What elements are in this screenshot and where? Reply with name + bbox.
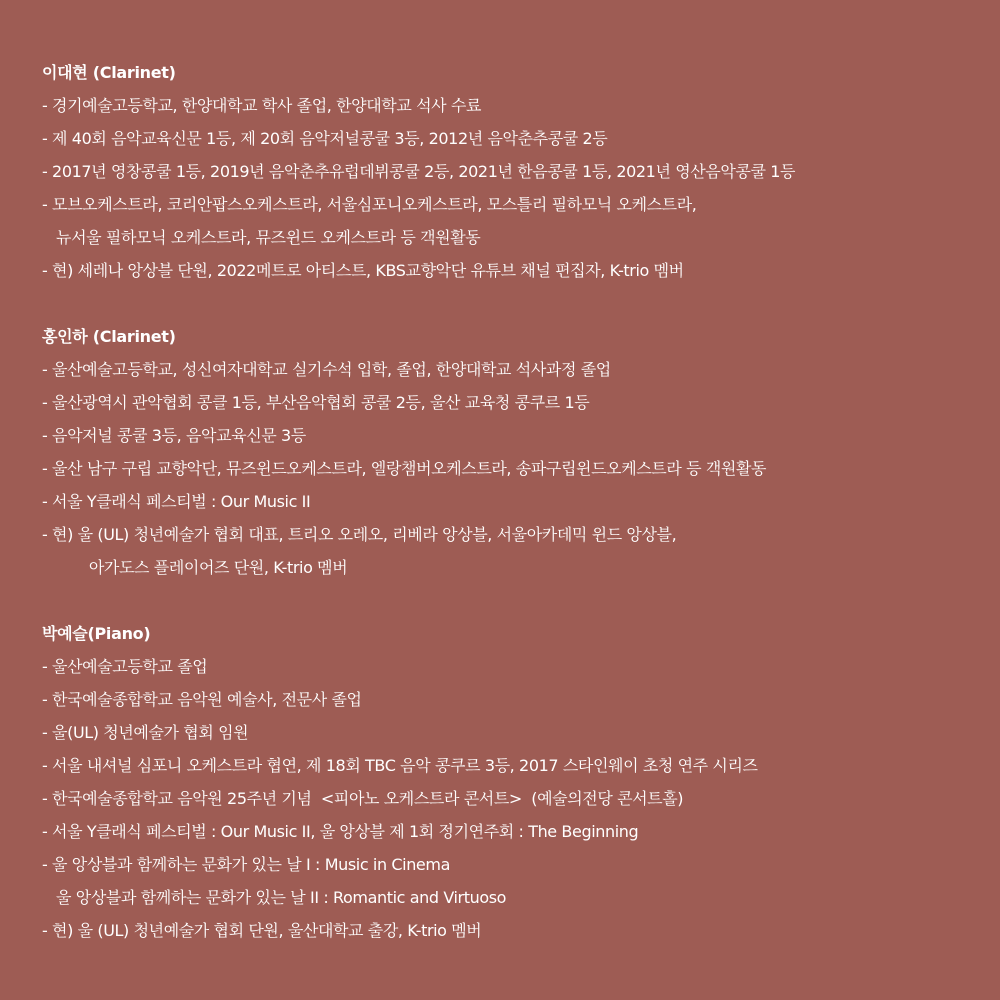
profile-line: - 울 앙상블과 함께하는 문화가 있는 날 I : Music in Cinema — [42, 855, 450, 874]
profile-line: - 서울 Y클래식 페스티벌 : Our Music II — [42, 492, 311, 511]
profile-line: 뉴서울 필하모닉 오케스트라, 뮤즈윈드 오케스트라 등 객원활동 — [42, 228, 481, 247]
profile-line: 아가도스 플레이어즈 단원, K-trio 멤버 — [42, 558, 348, 577]
profile-line: - 음악저널 콩쿨 3등, 음악교육신문 3등 — [42, 426, 306, 445]
profile-name: 홍인하 (Clarinet) — [42, 327, 176, 346]
profile-name: 이대현 (Clarinet) — [42, 63, 176, 82]
profile-line: - 울산예술고등학교, 성신여자대학교 실기수석 입학, 졸업, 한양대학교 석사과정 졸업 — [42, 360, 611, 379]
profile-line: - 현) 울 (UL) 청년예술가 협회 단원, 울산대학교 출강, K-trio 멤버 — [42, 921, 482, 940]
profile-line: - 2017년 영창콩쿨 1등, 2019년 음악춘추유럽데뷔콩쿨 2등, 2021년 한음콩쿨 1등, 2021년 영산음악콩쿨 1등 — [42, 162, 796, 181]
profile-line: - 울(UL) 청년예술가 협회 임원 — [42, 723, 249, 742]
profile-line: - 경기예술고등학교, 한양대학교 학사 졸업, 한양대학교 석사 수료 — [42, 96, 482, 115]
profile-name: 박예슬(Piano) — [42, 624, 151, 643]
profile-line: - 울산 남구 구립 교향악단, 뮤즈윈드오케스트라, 엘랑챔버오케스트라, 송파구립윈드오케스트라 등 객원활동 — [42, 459, 767, 478]
profile-line: - 한국예술종합학교 음악원 예술사, 전문사 졸업 — [42, 690, 362, 709]
profile-line: - 서울 Y클래식 페스티벌 : Our Music II, 울 앙상블 제 1회 정기연주회 : The Beginning — [42, 822, 639, 841]
profile-line: - 현) 세레나 앙상블 단원, 2022메트로 아티스트, KBS교향악단 유튜브 채널 편집자, K-trio 멤버 — [42, 261, 684, 280]
profile-section-clarinet-2 — [42, 320, 982, 584]
profile-line: - 모브오케스트라, 코리안팝스오케스트라, 서울심포니오케스트라, 모스틀리 필하모닉 오케스트라, — [42, 195, 697, 214]
profile-line: 울 앙상블과 함께하는 문화가 있는 날 II : Romantic and Virtuoso — [42, 888, 507, 907]
profile-line: - 서울 내셔널 심포니 오케스트라 협연, 제 18회 TBC 음악 콩쿠르 3등, 2017 스타인웨이 초청 연주 시리즈 — [42, 756, 758, 775]
profile-line: - 제 40회 음악교육신문 1등, 제 20회 음악저널콩쿨 3등, 2012년 음악춘추콩쿨 2등 — [42, 129, 608, 148]
profile-line: - 울산예술고등학교 졸업 — [42, 657, 208, 676]
profile-line: - 현) 울 (UL) 청년예술가 협회 대표, 트리오 오레오, 리베라 앙상블, 서울아카데믹 윈드 앙상블, — [42, 525, 677, 544]
profile-section-clarinet-1 — [42, 56, 982, 287]
profile-line: - 울산광역시 관악협회 콩클 1등, 부산음악협회 콩쿨 2등, 울산 교육청 콩쿠르 1등 — [42, 393, 590, 412]
profile-line: - 한국예술종합학교 음악원 25주년 기념 <피아노 오케스트라 콘서트> (예술의전당 콘서트홀) — [42, 789, 684, 808]
profiles-document — [42, 56, 982, 947]
profile-section-piano — [42, 617, 982, 947]
